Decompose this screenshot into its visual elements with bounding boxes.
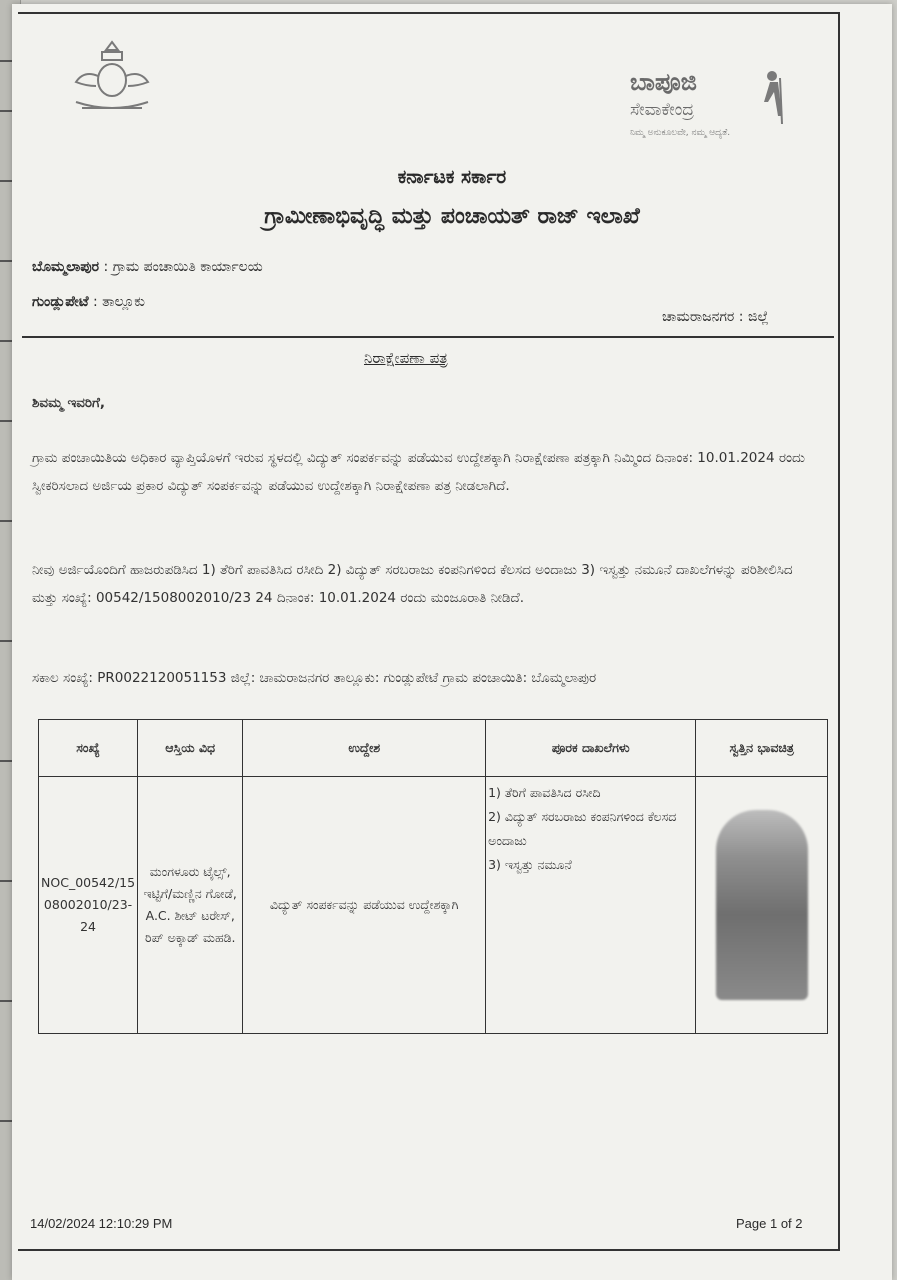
print-timestamp: 14/02/2024 12:10:29 PM	[30, 1216, 173, 1231]
cell-photo	[696, 777, 828, 1034]
document-page	[12, 4, 892, 1280]
cell-purpose: ವಿದ್ಯುತ್ ಸಂಪರ್ಕವನ್ನು ಪಡೆಯುವ ಉದ್ದೇಶಕ್ಕಾಗಿ	[243, 777, 486, 1034]
noc-table	[38, 719, 828, 1034]
paragraph-2: ನೀವು ಅರ್ಜಿಯೊಂದಿಗೆ ಹಾಜರುಪಡಿಸಿದ 1) ತೆರಿಗೆ ಪಾವತಿಸಿದ ರಸೀದಿ 2) ವಿದ್ಯುತ್ ಸರಬರಾಜು ಕಂಪನಿಗಳಿಂದ ಕೆಲಸದ ಅಂದಾಜು 3) ಇಸ್ವತ್ತು ನಮೂನೆ ದಾಖಲೆಗಳನ್ನು ಪರಿಶೀಲಿಸಿದ ಮತ್ತು ಸಂಖ್ಯೆ: 00542/1508002010/23 24 ದಿನಾಂಕ: 10.01.2024 ರಂದು ಮಂಜೂರಾತಿ ನೀಡಿದೆ.	[32, 562, 793, 606]
state-emblem-icon	[62, 36, 162, 116]
document-subtitle: ನಿರಾಕ್ಷೇಪಣಾ ಪತ್ರ	[364, 349, 448, 367]
property-photo	[716, 810, 808, 1000]
salutation: ಶಿವಮ್ಮ ಇವರಿಗೆ,	[32, 395, 105, 411]
taluk-name: ಗುಂಡ್ಲುಪೇಟೆ	[32, 294, 89, 310]
logo-subtitle: ಸೇವಾಕೇಂದ್ರ	[630, 100, 695, 120]
paragraph-1: ಗ್ರಾಮ ಪಂಚಾಯಿತಿಯ ಅಧಿಕಾರ ವ್ಯಾಪ್ತಿಯೊಳಗೆ ಇರುವ ಸ್ಥಳದಲ್ಲಿ ವಿದ್ಯುತ್ ಸಂಪರ್ಕವನ್ನು ಪಡೆಯುವ ಉದ್ದೇಶಕ್ಕಾಗಿ ನಿರಾಕ್ಷೇಪಣಾ ಪತ್ರಕ್ಕಾಗಿ ನಿಮ್ಮಿಂದ ದಿನಾಂಕ: 10.01.2024 ರಂದು ಸ್ವೀಕರಿಸಲಾದ ಅರ್ಜಿಯ ಪ್ರಕಾರ ವಿದ್ಯುತ್ ಸಂಪರ್ಕವನ್ನು ಪಡೆಯುವ ಉದ್ದೇಶಕ್ಕಾಗಿ ನಿರಾಕ್ಷೇಪಣಾ ಪತ್ರ ನೀಡಲಾಗಿದೆ.	[32, 450, 806, 494]
header-purpose: ಉದ್ದೇಶ	[243, 720, 486, 777]
logo-tagline: ನಿಮ್ಮ ಅನುಕೂಲವೇ, ನಮ್ಮ ಆದ್ಯತೆ.	[630, 128, 731, 138]
header-number: ಸಂಖ್ಯೆ	[39, 720, 138, 777]
department-title: ಗ್ರಾಮೀಣಾಭಿವೃದ್ಧಿ ಮತ್ತು ಪಂಚಾಯತ್ ರಾಜ್ ಇಲಾಖೆ	[264, 204, 640, 229]
header-divider	[22, 336, 834, 338]
taluk-label: : ತಾಲ್ಲೂಕು	[88, 294, 145, 310]
village-name: ಬೊಮ್ಮಲಾಪುರ	[32, 259, 100, 275]
bapuji-sevakendra-logo	[622, 68, 822, 148]
header-property-type: ಆಸ್ತಿಯ ವಿಧ	[138, 720, 243, 777]
taluk-line	[32, 294, 145, 310]
village-office: : ಗ್ರಾಮ ಪಂಚಾಯಿತಿ ಕಾರ್ಯಾಲಯ	[99, 259, 263, 275]
table-row	[39, 777, 828, 1034]
document-item: 3) ಇಸ್ವತ್ತು ನಮೂನೆ	[488, 857, 572, 872]
page-number: Page 1 of 2	[736, 1216, 803, 1231]
document-item: 2) ವಿದ್ಯುತ್ ಸರಬರಾಜು ಕಂಪನಿಗಳಿಂದ ಕೆಲಸದ ಅಂದಾಜು	[488, 809, 677, 848]
header-photo: ಸ್ವತ್ತಿನ ಭಾವಚಿತ್ರ	[696, 720, 828, 777]
header-documents: ಪೂರಕ ದಾಖಲೆಗಳು	[486, 720, 696, 777]
cell-documents	[486, 777, 696, 1034]
table-header-row	[39, 720, 828, 777]
government-title: ಕರ್ನಾಟಕ ಸರ್ಕಾರ	[397, 166, 507, 188]
cell-property-type: ಮಂಗಳೂರು ಟೈಲ್ಸ್, ಇಟ್ಟಿಗೆ/ಮಣ್ಣಿನ ಗೋಡೆ, A.C. ಶೀಟ್ ಟರೇಸ್, ರಿಪ್ ಅಕ್ಕಾಡ್ ಮಹಡಿ.	[138, 777, 243, 1034]
logo-title: ಬಾಪೂಜಿ	[630, 68, 697, 96]
walking-figure-icon	[752, 68, 792, 128]
document-item: 1) ತೆರಿಗೆ ಪಾವತಿಸಿದ ರಸೀದಿ	[488, 785, 601, 800]
paragraph-3: ಸಕಾಲ ಸಂಖ್ಯೆ: PR0022120051153 ಜಿಲ್ಲೆ: ಚಾಮರಾಜನಗರ ತಾಲ್ಲೂಕು: ಗುಂಡ್ಲುಪೇಟೆ ಗ್ರಾಮ ಪಂಚಾಯಿತಿ: ಬೊಮ್ಮಲಾಪುರ	[32, 670, 597, 686]
district-line: ಚಾಮರಾಜನಗರ : ಜಿಲ್ಲೆ	[662, 309, 769, 325]
village-line	[32, 259, 263, 275]
cell-number: NOC_00542/1508002010/23-24	[39, 777, 138, 1034]
page-border	[18, 12, 840, 1251]
